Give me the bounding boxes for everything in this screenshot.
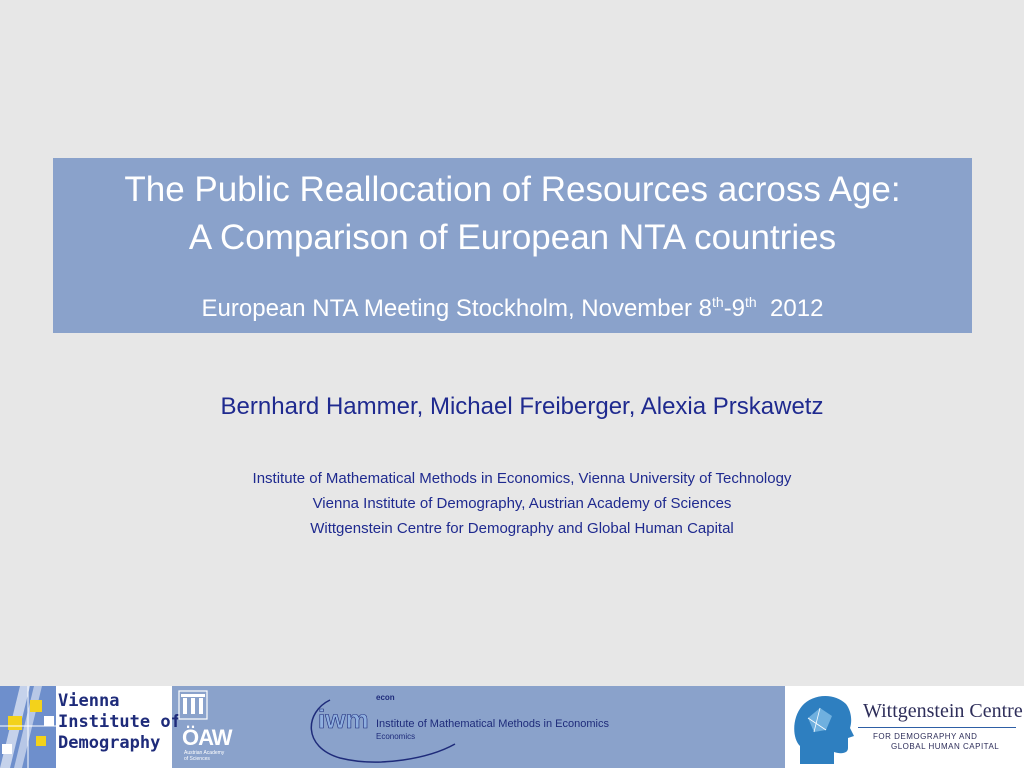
slide-subtitle [53,294,972,324]
title-box [53,158,972,333]
slide-title-line-2: A Comparison of European NTA countries [188,218,837,257]
authors: Bernhard Hammer, Michael Freiberger, Alexia Prskawetz [220,393,824,420]
vid-cap-1: V [58,691,69,711]
vid-logo-text [58,691,181,754]
vid-rest-1: ienna [68,691,120,711]
affiliation-3: Wittgenstein Centre for Demography and Global Human Capital [310,520,734,537]
iwm-econ-label: econ [376,693,395,702]
subtitle-main: European NTA Meeting Stockholm, November 8 [201,295,712,322]
oaw-sub-1: Austrian Academy [184,750,225,756]
affiliation-2: Vienna Institute of Demography, Austrian Academy of Sciences [312,495,732,512]
affiliation-1: Institute of Mathematical Methods in Economics, Vienna University of Technology [252,470,792,487]
oaw-logo-text: ÖAW [182,725,232,750]
wittgenstein-sub-2: GLOBAL HUMAN CAPITAL [891,742,1000,751]
wittgenstein-title: Wittgenstein Centre [863,700,1023,722]
vid-cap-3: D [58,733,69,753]
subtitle-year: 2012 [756,295,824,322]
vid-rest-2: nstitute of [68,712,181,732]
vid-rest-3: emography [68,733,161,753]
footer-logo-bar [0,686,1024,768]
oaw-logo-sub [184,750,224,762]
wittgenstein-divider [858,727,1016,728]
wittgenstein-sub-1: FOR DEMOGRAPHY AND [873,732,978,741]
iwm-economics-label: Economics [376,732,416,741]
vid-cap-2: I [58,712,69,732]
wittgenstein-head-icon [790,688,856,766]
iwm-mark: iwm [318,704,369,734]
subtitle-mid: -9 [723,295,746,322]
slide-title-line-1: The Public Reallocation of Resources across Age: [124,170,901,209]
oaw-building-icon [178,690,208,720]
subtitle-sup-2: th [745,294,757,310]
subtitle-sup-1: th [712,294,724,310]
iwm-institute-name: Institute of Mathematical Methods in Economics [376,718,609,730]
oaw-sub-2: of Sciences [184,756,210,762]
